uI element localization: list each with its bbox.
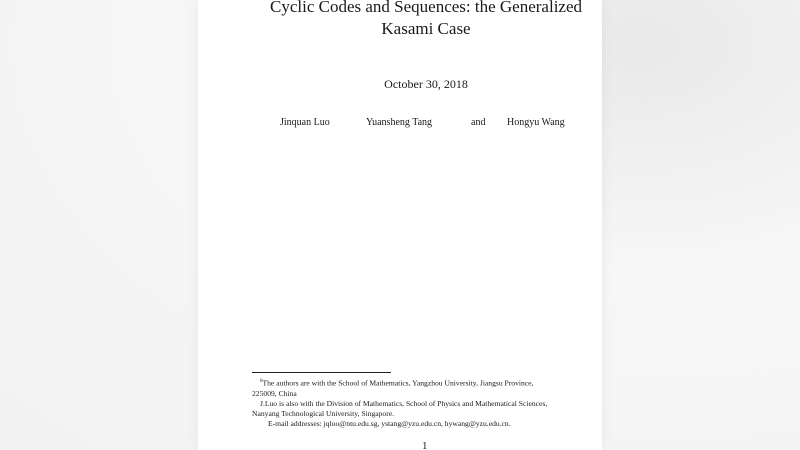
footnote-line: 225009, China (252, 388, 297, 398)
footnote-marker: 0 (260, 379, 263, 384)
title-line-2: Kasami Case (381, 19, 471, 38)
paper-date: October 30, 2018 (384, 77, 468, 91)
author-conjunction: and (471, 117, 486, 128)
footnotes (252, 377, 602, 429)
title-line-1: Cyclic Codes and Sequences: the Generalized (269, 0, 583, 16)
author-3: Hongyu Wang (507, 117, 565, 128)
page-number: 1 (422, 440, 428, 450)
paper-page (198, 0, 602, 450)
footnote-rule (252, 372, 391, 373)
footnote-line: E-mail addresses: jqluo@ntu.edu.sg, ystang@yzu.edu.cn, hywang@yzu.edu.cn. (268, 418, 511, 428)
footnote-line: $^0$The authors are with the School of Mathematics, Yangzhou University, Jiangsu Province, (260, 378, 534, 388)
footnote-line: J.Luo is also with the Division of Mathematics, School of Physics and Mathematical Sciences, (260, 398, 548, 408)
footnote-line: Nanyang Technological University, Singapore. (252, 408, 395, 418)
paper-title (198, 0, 602, 40)
author-2: Yuansheng Tang (366, 117, 433, 128)
author-1: Jinquan Luo (280, 117, 330, 128)
